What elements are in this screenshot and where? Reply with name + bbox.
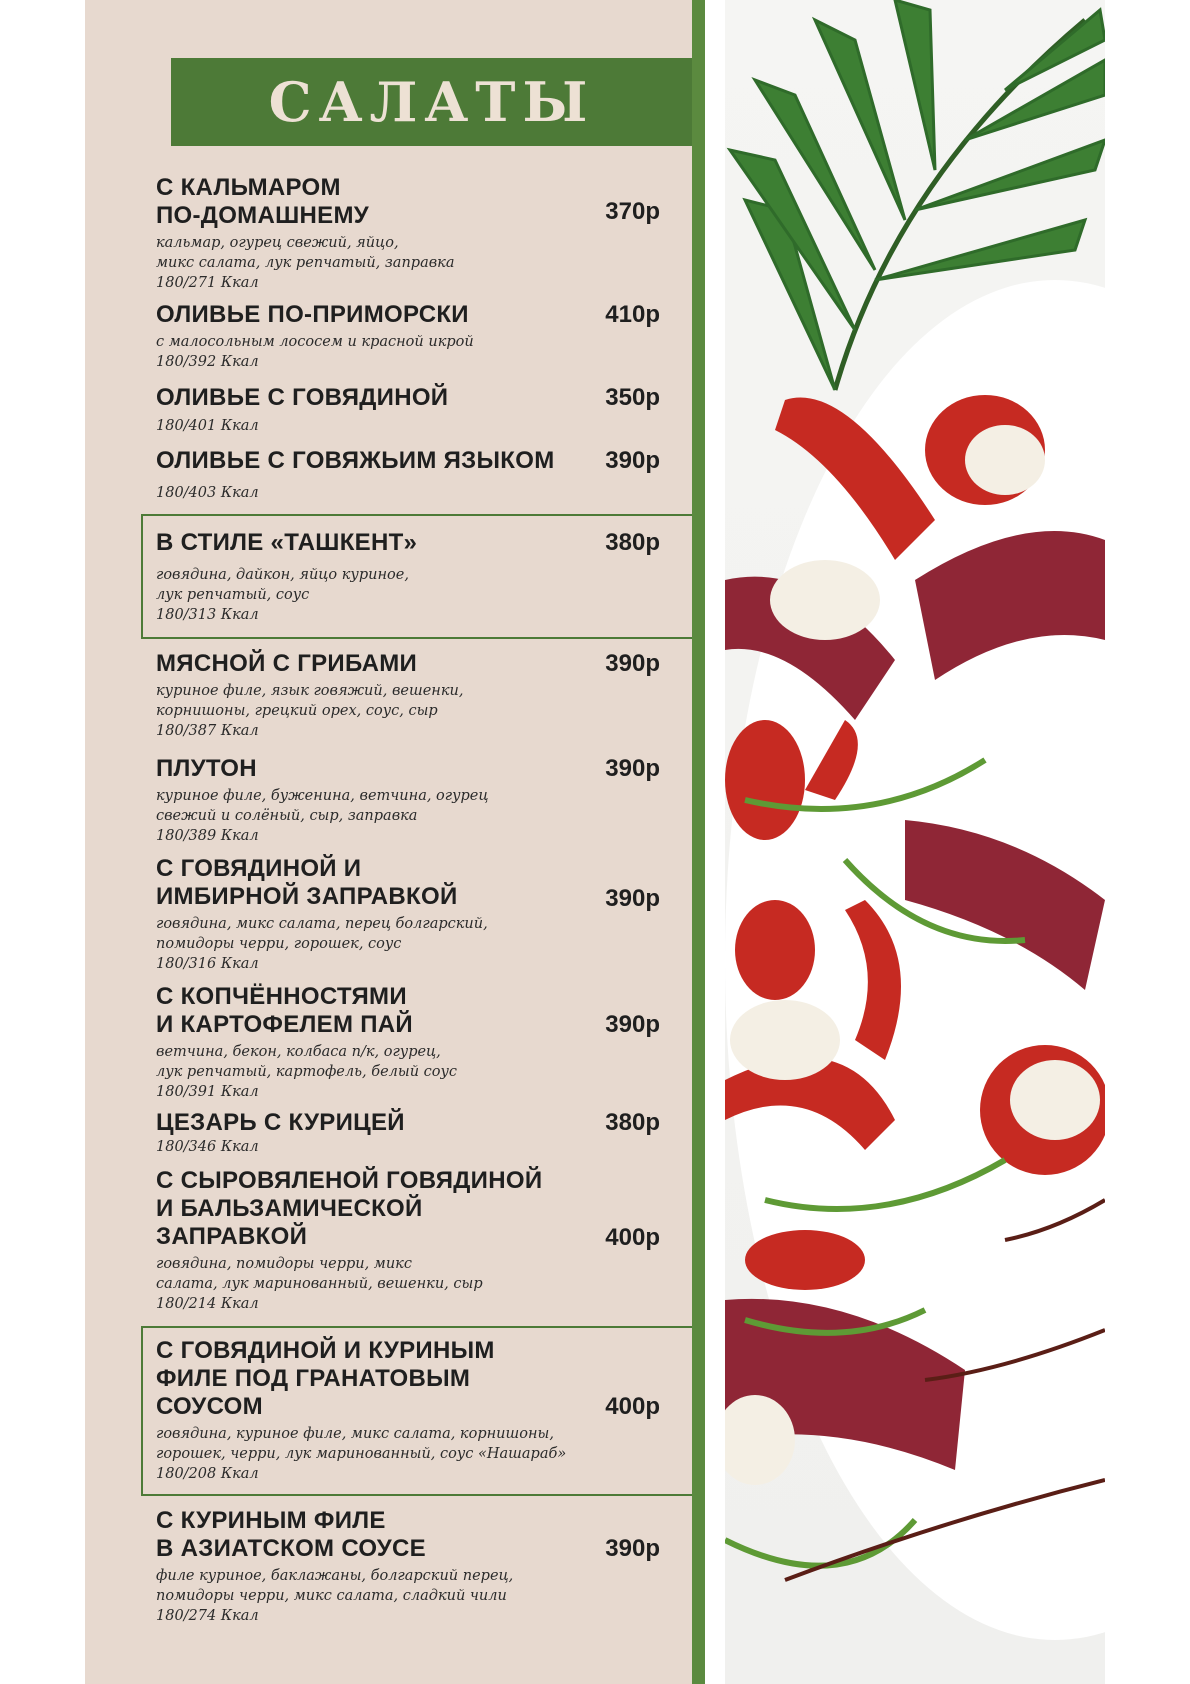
item-description: филе куриное, баклажаны, болгарский перец, помидоры черри, микс салата, сладкий чили bbox=[156, 1568, 514, 1604]
item-kcal: 180/316 Ккал bbox=[156, 956, 259, 972]
menu-item bbox=[156, 529, 666, 625]
item-price: 410р bbox=[605, 301, 660, 328]
menu-item bbox=[156, 983, 666, 1102]
item-kcal: 180/346 Ккал bbox=[156, 1139, 259, 1155]
menu-item bbox=[156, 447, 666, 503]
item-name: ОЛИВЬЕ С ГОВЯДИНОЙ bbox=[156, 384, 449, 411]
item-price: 380р bbox=[605, 529, 660, 556]
item-price: 400р bbox=[605, 1224, 660, 1251]
item-description: говядина, помидоры черри, микс салата, лук маринованный, вешенки, сыр bbox=[156, 1256, 483, 1292]
item-description: кальмар, огурец свежий, яйцо, микс салата, лук репчатый, заправка bbox=[156, 235, 455, 271]
item-name: ЦЕЗАРЬ С КУРИЦЕЙ bbox=[156, 1109, 405, 1136]
item-name: С КАЛЬМАРОМ ПО-ДОМАШНЕМУ bbox=[156, 174, 369, 229]
item-price: 370р bbox=[605, 198, 660, 225]
item-name: МЯСНОЙ С ГРИБАМИ bbox=[156, 650, 418, 677]
menu-item bbox=[156, 1109, 666, 1157]
item-name: В СТИЛЕ «ТАШКЕНТ» bbox=[156, 529, 418, 556]
menu-item bbox=[156, 855, 666, 974]
item-kcal: 180/401 Ккал bbox=[156, 418, 259, 434]
item-description: говядина, микс салата, перец болгарский, помидоры черри, горошек, соус bbox=[156, 916, 488, 952]
item-description: говядина, дайкон, яйцо куриное, лук репчатый, соус bbox=[156, 567, 409, 603]
item-price: 390р bbox=[605, 885, 660, 912]
item-kcal: 180/389 Ккал bbox=[156, 828, 259, 844]
item-price: 390р bbox=[605, 1535, 660, 1562]
item-kcal: 180/313 Ккал bbox=[156, 607, 259, 623]
item-price: 390р bbox=[605, 650, 660, 677]
item-description: говядина, куриное филе, микс салата, корнишоны, горошек, черри, лук маринованный, соус «Нашараб» bbox=[156, 1426, 567, 1462]
item-name: ОЛИВЬЕ ПО-ПРИМОРСКИ bbox=[156, 301, 469, 328]
salad-photo bbox=[725, 0, 1105, 1684]
item-description: ветчина, бекон, колбаса п/к, огурец, лук репчатый, картофель, белый соус bbox=[156, 1044, 458, 1080]
item-name: С КОПЧЁННОСТЯМИ И КАРТОФЕЛЕМ ПАЙ bbox=[156, 983, 413, 1038]
item-price: 390р bbox=[605, 447, 660, 474]
item-price: 350р bbox=[605, 384, 660, 411]
item-description: с малосольным лососем и красной икрой bbox=[156, 334, 474, 350]
item-price: 380р bbox=[605, 1109, 660, 1136]
item-kcal: 180/274 Ккал bbox=[156, 1608, 259, 1624]
salad-illustration bbox=[725, 0, 1105, 1684]
menu-item bbox=[156, 650, 666, 741]
menu-item bbox=[156, 384, 666, 436]
page-title: САЛАТЫ bbox=[268, 70, 595, 134]
item-kcal: 180/403 Ккал bbox=[156, 485, 259, 501]
item-description: куриное филе, буженина, ветчина, огурец свежий и солёный, сыр, заправка bbox=[156, 788, 489, 824]
menu-item bbox=[156, 1167, 666, 1314]
item-kcal: 180/391 Ккал bbox=[156, 1084, 259, 1100]
green-divider bbox=[692, 0, 705, 1684]
item-name: С ГОВЯДИНОЙ И ИМБИРНОЙ ЗАПРАВКОЙ bbox=[156, 855, 458, 910]
title-banner bbox=[171, 58, 692, 146]
item-kcal: 180/214 Ккал bbox=[156, 1296, 259, 1312]
menu-item bbox=[156, 1507, 666, 1626]
item-name: ОЛИВЬЕ С ГОВЯЖЬИМ ЯЗЫКОМ bbox=[156, 447, 555, 474]
item-kcal: 180/208 Ккал bbox=[156, 1466, 259, 1482]
item-description: куриное филе, язык говяжий, вешенки, корнишоны, грецкий орех, соус, сыр bbox=[156, 683, 464, 719]
item-kcal: 180/271 Ккал bbox=[156, 275, 259, 291]
item-name: С ГОВЯДИНОЙ И КУРИНЫМ ФИЛЕ ПОД ГРАНАТОВЫМ СОУСОМ bbox=[156, 1337, 495, 1420]
item-name: С СЫРОВЯЛЕНОЙ ГОВЯДИНОЙ И БАЛЬЗАМИЧЕСКОЙ ЗАПРАВКОЙ bbox=[156, 1167, 543, 1250]
menu-item bbox=[156, 301, 666, 372]
item-kcal: 180/392 Ккал bbox=[156, 354, 259, 370]
menu-item bbox=[156, 755, 666, 846]
item-name: ПЛУТОН bbox=[156, 755, 257, 782]
item-price: 400р bbox=[605, 1393, 660, 1420]
item-price: 390р bbox=[605, 1011, 660, 1038]
item-price: 390р bbox=[605, 755, 660, 782]
item-kcal: 180/387 Ккал bbox=[156, 723, 259, 739]
menu-item bbox=[156, 174, 666, 293]
item-name: С КУРИНЫМ ФИЛЕ В АЗИАТСКОМ СОУСЕ bbox=[156, 1507, 426, 1562]
menu-item bbox=[156, 1337, 666, 1484]
